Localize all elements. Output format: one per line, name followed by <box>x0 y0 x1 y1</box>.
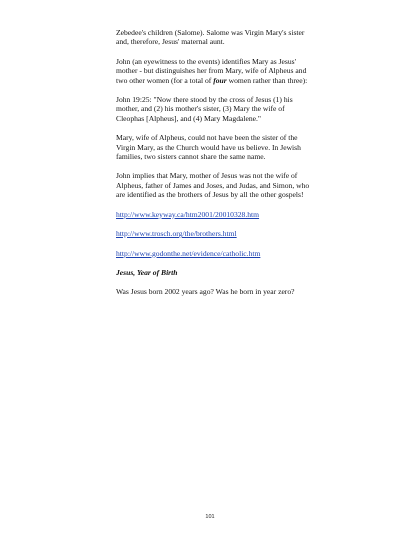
section-body: Was Jesus born 2002 years ago? Was he born in year zero? <box>116 287 295 297</box>
page-number: 101 <box>205 514 215 520</box>
page-content <box>116 28 312 307</box>
paragraph-john-identifies-end: women rather than three): <box>226 75 308 85</box>
paragraph-salome: Zebedee's children (Salome). Salome was Virgin Mary's sister and, therefore, Jesus' maternal aunt. <box>116 28 305 47</box>
link-keyway[interactable]: http://www.keyway.ca/htm2001/20010328.htm <box>116 209 260 219</box>
paragraph-john-19-25: John 19:25: "Now there stood by the cross of Jesus (1) his mother, and (2) his mother's sister, (3) Mary the wife of Cleophas [Alpheus], and (4) Mary Magdalene." <box>116 95 293 123</box>
emphasis-four: four <box>213 75 227 85</box>
section-heading: Jesus, Year of Birth <box>116 267 178 277</box>
paragraph-john-implies: John implies that Mary, mother of Jesus was not the wife of Alpheus, father of James and Joses, and Judas, and Simon, who are identified as the brothers of Jesus by all the other gospels! <box>116 171 310 200</box>
paragraph-mary-alpheus: Mary, wife of Alpheus, could not have been the sister of the Virgin Mary, as the Church would have us believe. In Jewish families, two sisters cannot share the same name. <box>116 133 301 162</box>
paragraph-john-identifies <box>116 57 312 85</box>
link-trosch[interactable]: http://www.trosch.org/the/brothers.html <box>116 229 237 239</box>
paragraph-john-identifies-start: John (an eyewitness to the events) identifies Mary as Jesus' mother - but distinguishes her from Mary, wife of Alpheus and two other women (for a total of <box>116 56 307 85</box>
link-godonthe[interactable]: http://www.godonthe.net/evidence/catholic.htm <box>116 248 261 258</box>
